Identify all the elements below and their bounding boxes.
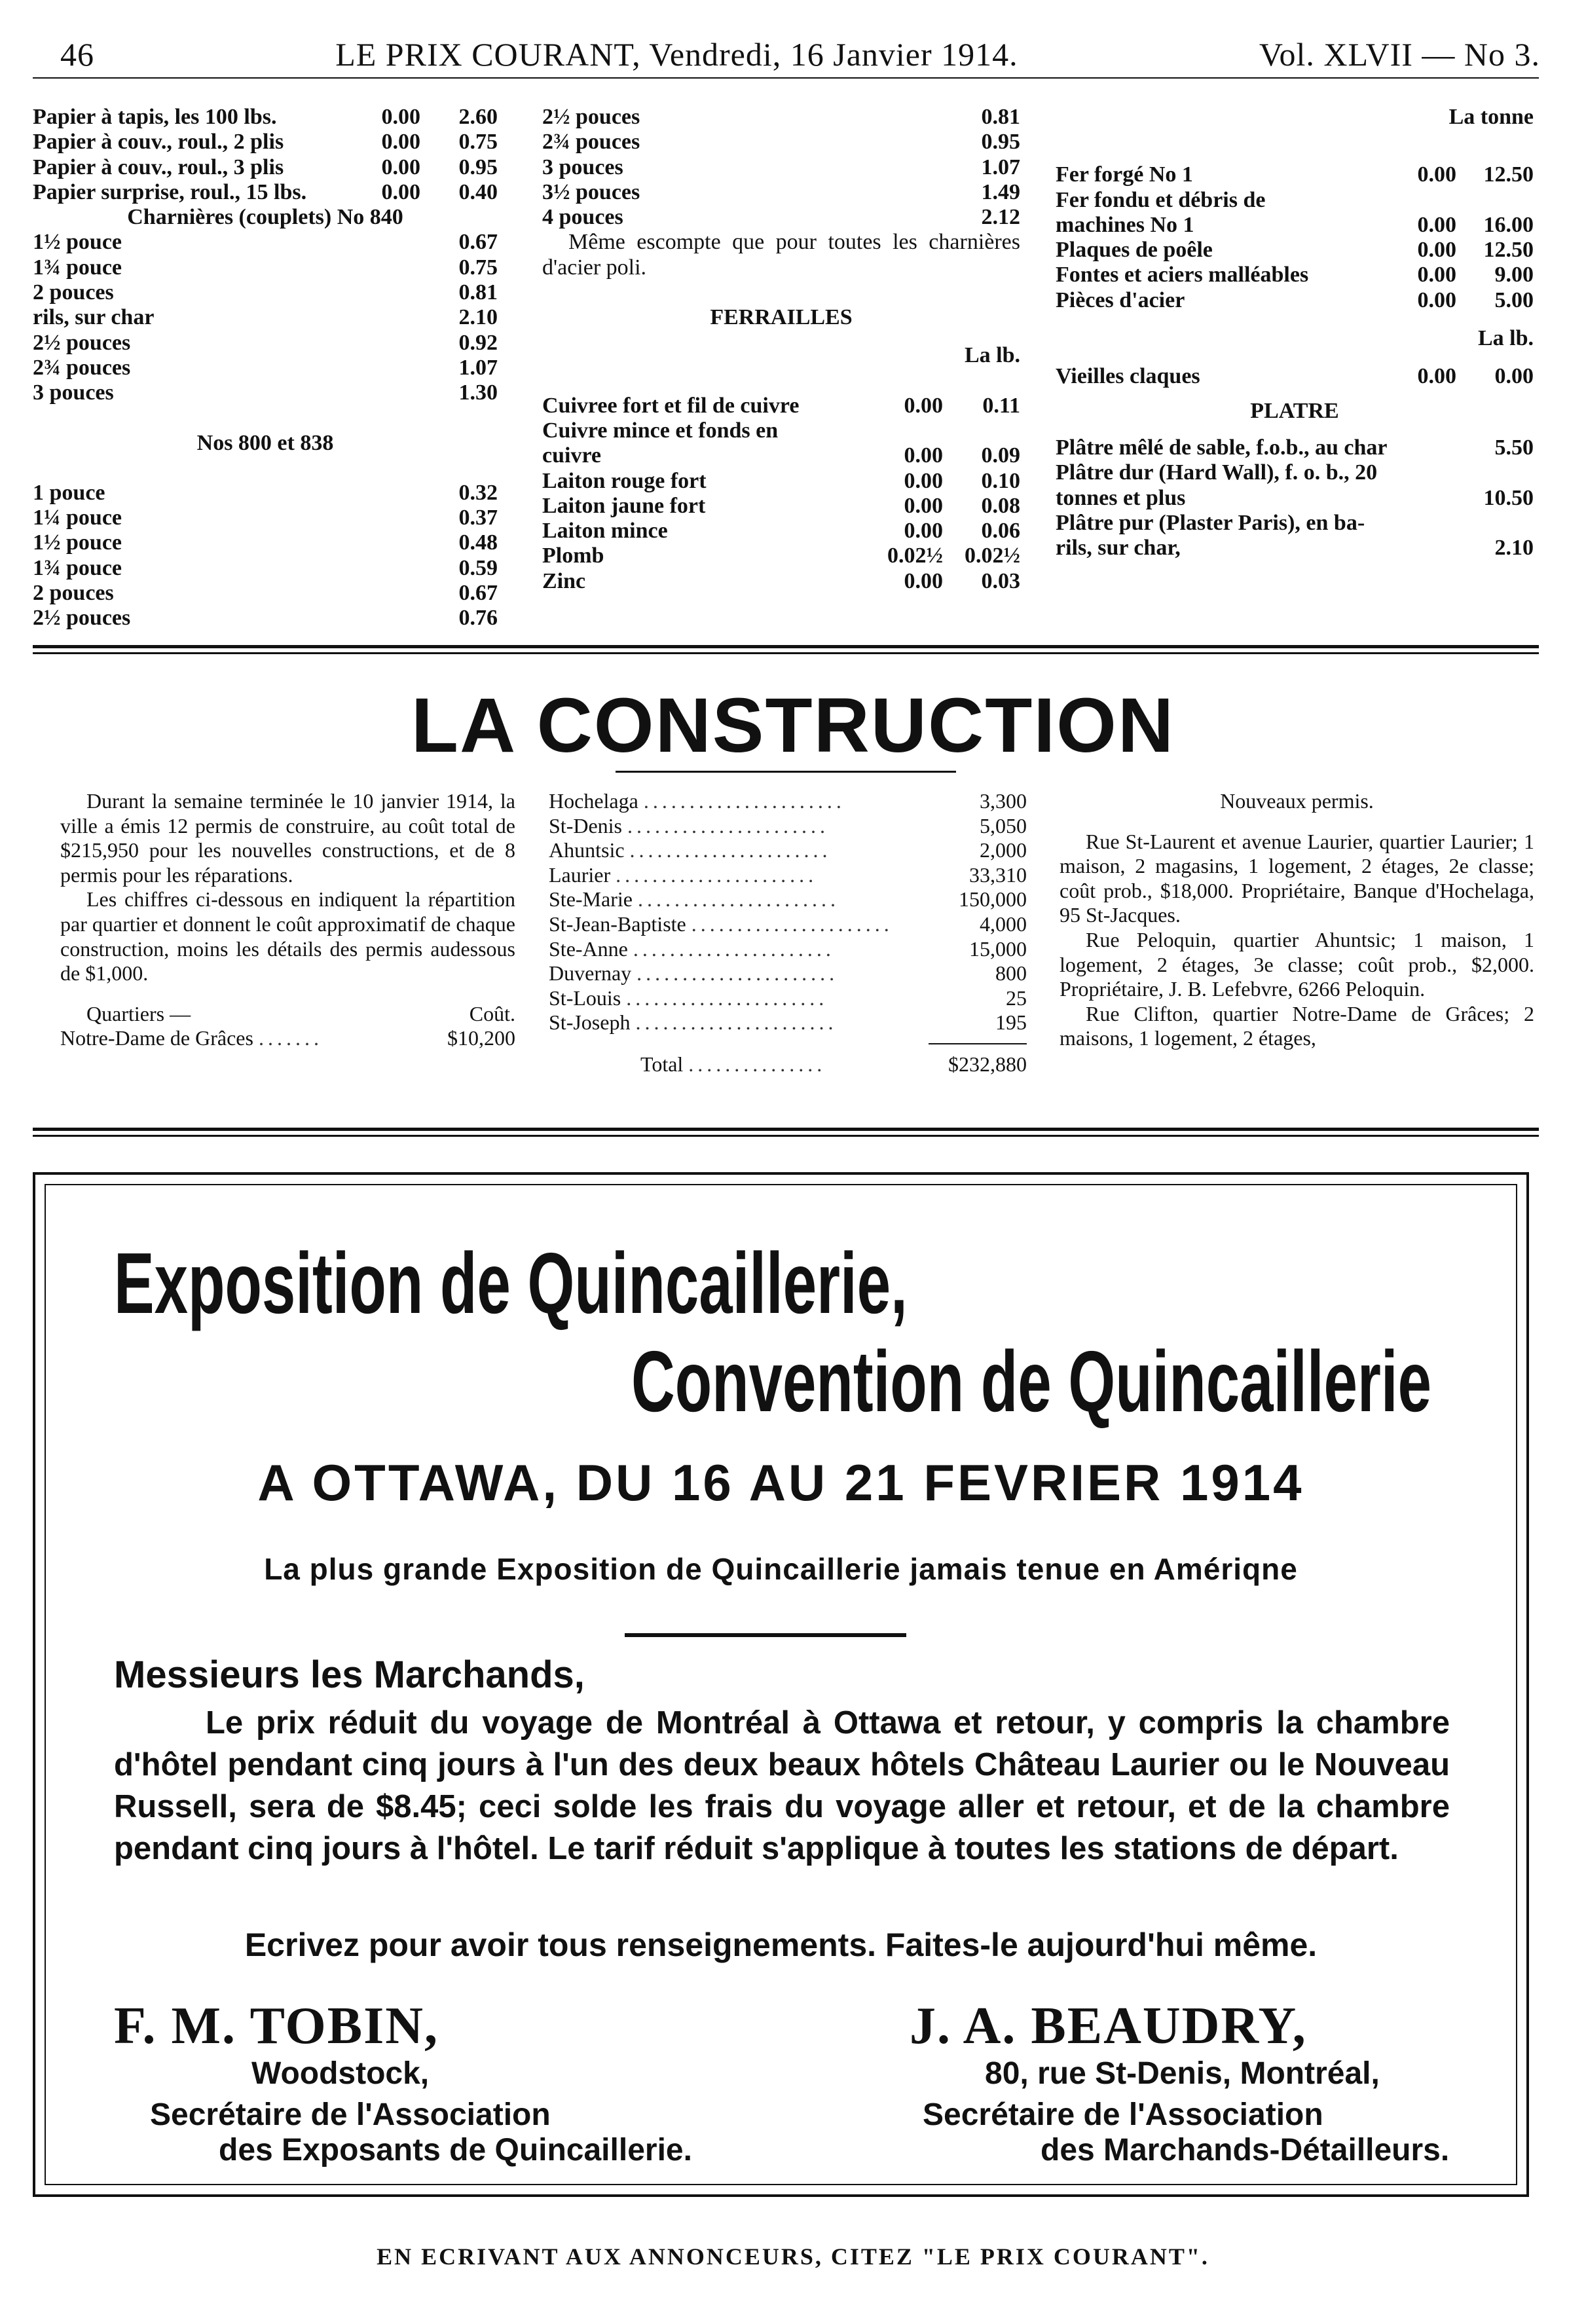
price-label: Papier à couv., roul., 3 plis [33, 155, 284, 179]
intro-paragraph-2: Les chiffres ci-dessous en indiquent la répartition par quartier et donnent le coût approximatif de chaque construction, moins les détails des permis audessous de $1,000. [60, 887, 515, 986]
intro-paragraph-1: Durant la semaine terminée le 10 janvier 1914, la ville a émis 12 permis de construire, au coût total de $215,950 pour les nouvelles constructions, et de 8 permis pour les réparations. [60, 789, 515, 887]
price-label: rils, sur char [33, 305, 155, 330]
nos-heading: Nos 800 et 838 [196, 430, 334, 455]
price-value [1475, 188, 1534, 213]
price-value: 0.00 [1494, 364, 1534, 389]
price-value: 0.02½ [887, 544, 943, 568]
ward-cost: 4,000 [980, 912, 1027, 936]
leader-dots: ...................... [691, 912, 893, 936]
price-row [542, 105, 1020, 130]
scrap-unit: La lb. [964, 343, 1020, 368]
construction-intro [60, 789, 515, 1051]
price-value: 2.10 [458, 305, 498, 330]
price-row [33, 380, 498, 405]
ad-body: Le prix réduit du voyage de Montréal à Ottawa et retour, y compris la chambre d'hôtel pendant cinq jours à l'un des deux beaux hôtels Château Laurier ou le Nouveau Russell, sera de $8.45; ceci solde les frais du voyage aller et retour, et de la chambre pendant cinq jours à l'hôtel. Le tarif réduit s'applique à toutes les stations de départ. [114, 1705, 1450, 1866]
price-value: 0.67 [458, 230, 498, 255]
ward-list [549, 789, 1027, 1077]
ad-headline-2: Convention de Quincaillerie [631, 1333, 1431, 1429]
price-value: 0.40 [458, 179, 498, 204]
publication-title: LE PRIX COURANT, Vendredi, 16 Janvier 1914. [335, 36, 1018, 73]
ward-row [549, 986, 1027, 1011]
price-label: 2 pouces [33, 280, 114, 305]
price-label: Vieilles claques [1056, 364, 1200, 389]
ward-cost: 800 [995, 961, 1027, 986]
price-value [1475, 511, 1534, 536]
ward-cost: 25 [1006, 986, 1027, 1010]
price-row [1056, 460, 1534, 485]
footer-notice: EN ECRIVANT AUX ANNONCEURS, CITEZ "LE PRIX COURANT". [377, 2243, 1209, 2270]
ad-right-line-1: 80, rue St-Denis, Montréal, [985, 2056, 1380, 2091]
price-value [1397, 188, 1456, 213]
discount-note: Même escompte que pour toutes les charnières d'acier poli. [542, 230, 1020, 280]
price-label: 2 pouces [33, 581, 114, 606]
price-row [33, 556, 498, 581]
ward-cost: 33,310 [969, 862, 1027, 887]
price-row [1056, 511, 1534, 536]
ward-name: St-Joseph [549, 1010, 631, 1035]
page-header [60, 28, 1540, 73]
ad-left-line-1: Woodstock, [251, 2056, 430, 2091]
price-row [33, 356, 498, 380]
price-value: 2.12 [981, 205, 1020, 230]
price-row [542, 519, 1020, 544]
price-label: machines No 1 [1056, 212, 1194, 237]
ad-left-line-2: Secrétaire de l'Association [150, 2097, 551, 2132]
price-row [33, 506, 498, 530]
new-permits [1060, 789, 1534, 1051]
price-value: 0.32 [458, 480, 498, 505]
price-label: 3 pouces [33, 380, 114, 405]
price-row [33, 130, 498, 155]
price-value: 0.00 [904, 393, 943, 418]
price-label: 4 pouces [542, 205, 623, 230]
price-value: 0.00 [1417, 364, 1456, 389]
price-label: Papier surprise, roul., 15 lbs. [33, 179, 307, 204]
ward-cost: 15,000 [969, 936, 1027, 961]
leader-dots: ...................... [633, 936, 835, 961]
price-value: 0.06 [981, 519, 1020, 544]
price-value: 0.11 [982, 393, 1020, 418]
price-value: 2.10 [1494, 536, 1534, 561]
price-value: 0.75 [458, 130, 498, 155]
price-row [33, 230, 498, 255]
price-value: 0.81 [981, 105, 1020, 129]
price-row [33, 255, 498, 280]
price-value: 0.00 [904, 568, 943, 593]
title-underline [616, 771, 956, 773]
price-value: 0.08 [981, 493, 1020, 518]
ward-cost: 150,000 [959, 887, 1027, 912]
price-label: 1¾ pouce [33, 255, 122, 280]
leader-dots: ...................... [616, 862, 818, 887]
price-label: 2¾ pouces [33, 355, 131, 380]
ton-unit: La tonne [1448, 105, 1534, 129]
price-value [884, 418, 943, 443]
price-row [542, 494, 1020, 519]
ad-salutation: Messieurs les Marchands, [114, 1653, 585, 1696]
leader-dots: ...................... [636, 961, 839, 986]
price-value: 0.95 [458, 155, 498, 179]
ward-name: Ahuntsic [549, 838, 625, 862]
ward-name: St-Denis [549, 813, 622, 838]
ward-total: Total ............... $232,880 [640, 1052, 1027, 1076]
price-row [33, 481, 498, 506]
price-value: 1.07 [981, 155, 1020, 179]
leader-dots: ...................... [643, 789, 845, 813]
hinges-heading: Charnières (couplets) No 840 [127, 205, 403, 230]
leader-dots: ...................... [626, 986, 828, 1010]
ward-cost: 5,050 [980, 813, 1027, 838]
volume-number: Vol. XLVII — No 3. [1259, 36, 1540, 73]
ad-call-to-action: Ecrivez pour avoir tous renseignements. Faites-le aujourd'hui même. [244, 1927, 1318, 1963]
price-value: 1.49 [981, 179, 1020, 204]
ward-row [549, 838, 1027, 863]
permit-2: Rue Peloquin, quartier Ahuntsic; 1 maison, 1 logement, 2 étages, 3e classe; coût prob., $2,000. Propriétaire, J. B. Lefebvre, 6266 Peloquin. [1060, 927, 1534, 1001]
price-label: 2¾ pouces [542, 130, 640, 155]
price-value: 0.59 [458, 555, 498, 580]
plaster-heading: PLATRE [1250, 398, 1339, 423]
ad-headline-1: Exposition de Quincaillerie, [114, 1235, 908, 1331]
ad-tagline: La plus grande Exposition de Quincaillerie jamais tenue en Amériqne [264, 1552, 1298, 1586]
ward-name: Duvernay [549, 961, 632, 986]
price-value: 0.37 [458, 506, 498, 530]
price-column-1 [33, 105, 498, 631]
permit-1: Rue St-Laurent et avenue Laurier, quartier Laurier; 1 maison, 2 magasins, 1 logement, 2 étages, 2e classe; coût prob., $18,000. Propriétaire, Banque d'Hochelaga, 95 St-Jacques. [1060, 829, 1534, 927]
ad-left-line-3: des Exposants de Quincaillerie. [219, 2133, 692, 2167]
price-value [961, 418, 1020, 443]
price-value: 0.67 [458, 581, 498, 606]
price-row [542, 418, 1020, 443]
price-value: 0.00 [381, 130, 420, 155]
price-value: 0.00 [904, 493, 943, 518]
price-value: 0.00 [1417, 238, 1456, 263]
price-label: Laiton mince [542, 519, 668, 544]
price-label: Zinc [542, 568, 586, 593]
price-row [1056, 263, 1534, 287]
price-label: 3 pouces [542, 155, 623, 179]
price-value: 0.92 [458, 330, 498, 355]
price-row [1056, 162, 1534, 187]
price-value: 0.00 [381, 155, 420, 179]
price-label: Laiton rouge fort [542, 468, 707, 493]
price-value: 0.00 [904, 519, 943, 544]
ward-column-header: Quartiers — Coût. [86, 1001, 515, 1025]
price-value: 0.00 [904, 468, 943, 493]
price-value [1475, 460, 1534, 485]
price-label: Papier à tapis, les 100 lbs. [33, 105, 277, 129]
price-value: 0.00 [1417, 263, 1456, 287]
price-value: 0.00 [381, 179, 420, 204]
ward-name: Hochelaga [549, 789, 638, 813]
price-value: 16.00 [1483, 212, 1534, 237]
price-label: 1½ pouce [33, 230, 122, 255]
page-number: 46 [60, 36, 94, 73]
price-label: 3½ pouces [542, 179, 640, 204]
price-row [542, 205, 1020, 230]
price-row [542, 155, 1020, 180]
price-row [33, 305, 498, 330]
price-row [33, 331, 498, 356]
ward-cost: 2,000 [980, 838, 1027, 862]
price-label: Plâtre dur (Hard Wall), f. o. b., 20 [1056, 460, 1378, 485]
price-value: 12.50 [1483, 238, 1534, 263]
price-value: 0.00 [1417, 287, 1456, 312]
section-divider [33, 645, 1539, 654]
price-label: Plâtre mêlé de sable, f.o.b., au char [1056, 435, 1388, 460]
price-row [33, 155, 498, 180]
ward-cost: 3,300 [980, 789, 1027, 813]
price-value: 12.50 [1483, 162, 1534, 187]
price-label: 2½ pouces [542, 105, 640, 129]
ad-left-name: F. M. TOBIN, [114, 1997, 439, 2055]
ad-right-line-2: Secrétaire de l'Association [923, 2097, 1323, 2132]
ward-name: St-Jean-Baptiste [549, 912, 686, 936]
ward-name: Laurier [549, 862, 611, 887]
ad-dates: A OTTAWA, DU 16 AU 21 FEVRIER 1914 [257, 1454, 1304, 1511]
price-value: 0.95 [981, 130, 1020, 155]
price-value: 2.60 [458, 105, 498, 129]
price-label: Fer fondu et débris de [1056, 187, 1266, 212]
price-label: Laiton jaune fort [542, 493, 706, 518]
price-value: 0.09 [981, 443, 1020, 468]
total-rule [929, 1043, 1027, 1052]
price-row [1056, 364, 1534, 389]
construction-title: LA CONSTRUCTION [411, 682, 1175, 769]
price-column-3 [1056, 105, 1534, 561]
price-row [542, 394, 1020, 418]
permits-heading: Nouveaux permis. [1220, 789, 1374, 813]
price-label: 1 pouce [33, 480, 105, 505]
price-row [33, 105, 498, 130]
price-row [1056, 238, 1534, 263]
lb-unit: La lb. [1477, 326, 1534, 351]
price-row [542, 569, 1020, 594]
price-label: 1¾ pouce [33, 555, 122, 580]
ward-row [549, 912, 1027, 937]
price-label: rils, sur char, [1056, 536, 1181, 561]
price-value: 0.00 [904, 443, 943, 468]
price-value: 0.76 [458, 606, 498, 631]
ad-right-line-3: des Marchands-Détailleurs. [1041, 2133, 1450, 2167]
price-value: 10.50 [1483, 485, 1534, 510]
price-row [542, 544, 1020, 568]
price-value: 5.50 [1494, 435, 1534, 460]
section-divider-2 [33, 1128, 1539, 1137]
price-value: 0.48 [458, 530, 498, 555]
advertisement-box [33, 1172, 1529, 2197]
price-row [1056, 486, 1534, 511]
ward-row [549, 937, 1027, 962]
scrap-heading: FERRAILLES [710, 305, 853, 330]
price-value: 0.10 [981, 468, 1020, 493]
ad-right-name: J. A. BEAUDRY, [910, 1997, 1307, 2055]
ward-row [549, 1010, 1027, 1035]
permit-3: Rue Clifton, quartier Notre-Dame de Grâces; 2 maisons, 1 logement, 2 étages, [1060, 1001, 1534, 1050]
price-label: Papier à couv., roul., 2 plis [33, 130, 284, 155]
price-label: Pièces d'acier [1056, 287, 1185, 312]
price-label: tonnes et plus [1056, 485, 1186, 510]
price-label: Plomb [542, 544, 604, 568]
header-rule [33, 77, 1539, 79]
price-value: 0.03 [981, 568, 1020, 593]
ward-name: St-Louis [549, 986, 621, 1010]
price-row [1056, 536, 1534, 561]
price-label: 1½ pouce [33, 530, 122, 555]
price-value: 9.00 [1494, 263, 1534, 287]
price-value: 0.81 [458, 280, 498, 305]
price-value: 1.30 [458, 380, 498, 405]
leader-dots: ...................... [637, 887, 839, 912]
price-row [542, 130, 1020, 155]
price-row [542, 443, 1020, 468]
ward-name: Ste-Marie [549, 887, 633, 912]
price-label: Fontes et aciers malléables [1056, 263, 1309, 287]
price-column-2 [542, 105, 1020, 594]
price-row [33, 180, 498, 205]
price-row [33, 606, 498, 631]
price-label: 1¼ pouce [33, 506, 122, 530]
ward-row [549, 961, 1027, 986]
price-row [1056, 188, 1534, 213]
price-label: 2½ pouces [33, 330, 131, 355]
ward-row [549, 863, 1027, 888]
ward-name: Ste-Anne [549, 936, 628, 961]
ward-row [549, 887, 1027, 912]
price-label: Cuivree fort et fil de cuivre [542, 393, 800, 418]
ad-rule [625, 1633, 906, 1637]
price-label: Cuivre mince et fonds en [542, 418, 779, 443]
leader-dots: ...................... [635, 1010, 838, 1035]
leader-dots: ...................... [629, 838, 832, 862]
leader-dots: ...................... [627, 813, 829, 838]
ward-row-first: Notre-Dame de Grâces ....... $10,200 [60, 1026, 515, 1050]
price-row [1056, 213, 1534, 238]
price-row [542, 469, 1020, 494]
price-label: Plâtre pur (Plaster Paris), en ba- [1056, 510, 1365, 535]
price-value: 5.00 [1494, 287, 1534, 312]
price-value: 0.02½ [965, 544, 1020, 568]
price-label: cuivre [542, 443, 602, 468]
price-value: 0.00 [1417, 212, 1456, 237]
price-value: 0.00 [1417, 162, 1456, 187]
price-value: 0.00 [381, 105, 420, 129]
price-value: 0.75 [458, 255, 498, 280]
price-label: 2½ pouces [33, 606, 131, 631]
price-value: 1.07 [458, 355, 498, 380]
price-row [1056, 288, 1534, 313]
price-label: Plaques de poêle [1056, 238, 1213, 263]
price-row [33, 581, 498, 606]
ward-row [549, 789, 1027, 814]
price-row [1056, 435, 1534, 460]
price-row [33, 280, 498, 305]
price-row [542, 180, 1020, 205]
ward-row [549, 814, 1027, 839]
price-row [33, 530, 498, 555]
price-label: Fer forgé No 1 [1056, 162, 1193, 187]
ward-cost: 195 [995, 1010, 1027, 1035]
